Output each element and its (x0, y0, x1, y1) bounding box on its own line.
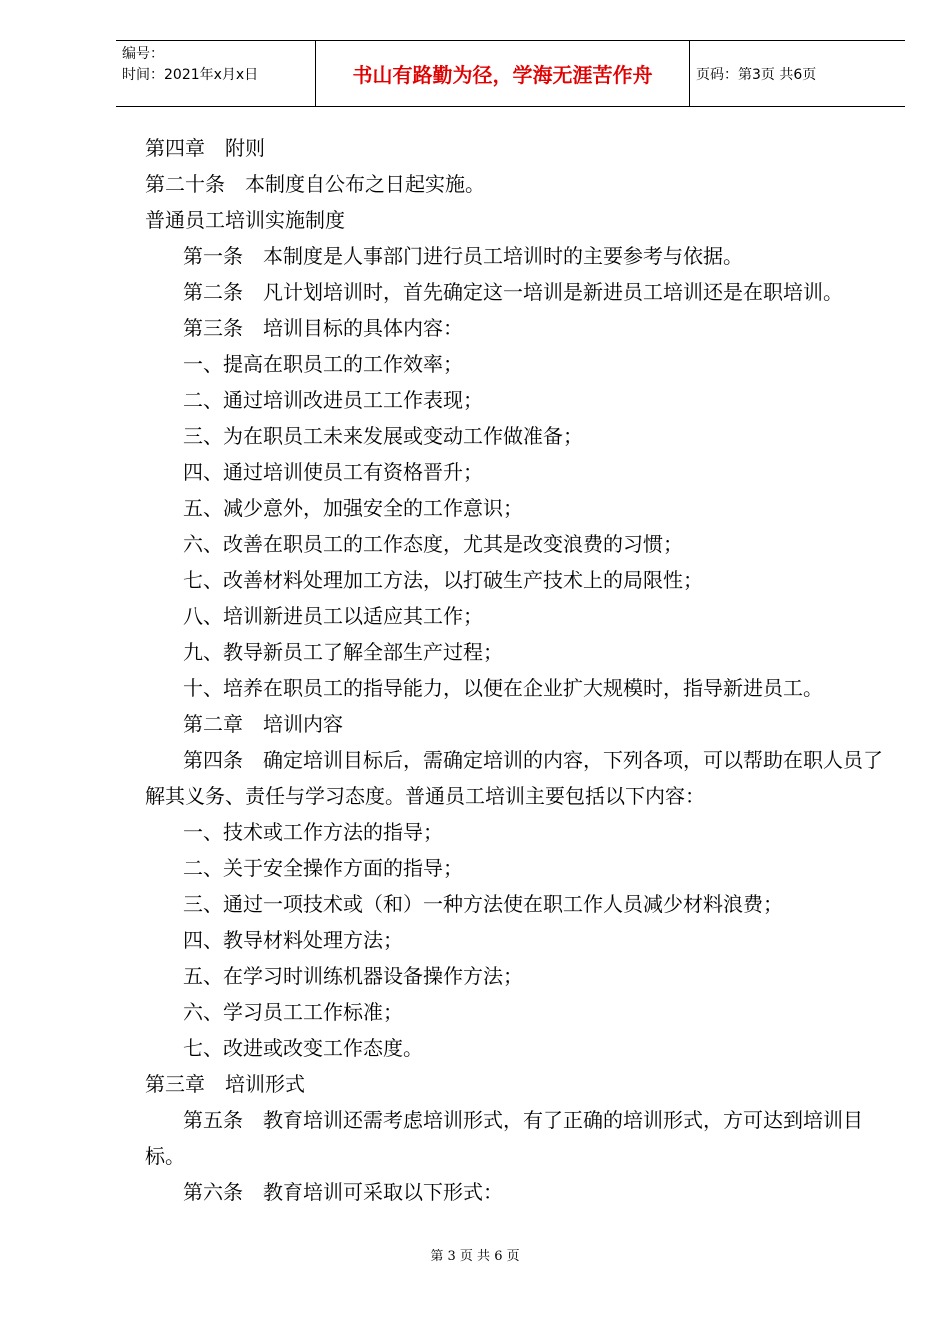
article-paragraph: 第六条 教育培训可采取以下形式： (183, 1180, 503, 1204)
list-item: 五、减少意外，加强安全的工作意识； (183, 496, 523, 520)
list-item: 三、通过一项技术或（和）一种方法使在职工作人员减少材料浪费； (183, 892, 783, 916)
list-item: 八、培训新进员工以适应其工作； (183, 604, 483, 628)
header-page-label: 页码：第3页 共6页 (696, 66, 817, 83)
list-item: 五、在学习时训练机器设备操作方法； (183, 964, 523, 988)
list-item: 六、学习员工工作标准； (183, 1000, 403, 1024)
article-paragraph: 第五条 教育培训还需考虑培训形式，有了正确的培训形式，方可达到培训目标。 (145, 1108, 863, 1168)
list-item: 十、培养在职员工的指导能力，以便在企业扩大规模时，指导新进员工。 (183, 676, 823, 700)
list-item: 一、提高在职员工的工作效率； (183, 352, 463, 376)
list-item: 二、关于安全操作方面的指导； (183, 856, 463, 880)
article-paragraph: 第三条 培训目标的具体内容： (183, 316, 463, 340)
header-motto: 书山有路勤为径，学海无涯苦作舟 (316, 41, 690, 106)
list-item: 七、改进或改变工作态度。 (183, 1036, 423, 1060)
chapter-heading: 第三章 培训形式 (145, 1072, 305, 1096)
list-item: 六、改善在职员工的工作态度，尤其是改变浪费的习惯； (183, 532, 683, 556)
chapter-heading: 第四章 附则 (145, 136, 265, 160)
header-meta-cell (116, 41, 316, 106)
document-body (145, 130, 890, 1210)
list-item: 七、改善材料处理加工方法，以打破生产技术上的局限性； (183, 568, 703, 592)
chapter-heading: 第二章 培训内容 (183, 712, 343, 736)
article-paragraph: 第四条 确定培训目标后，需确定培训的内容，下列各项，可以帮助在职人员了解其义务、责任与学习态度。普通员工培训主要包括以下内容： (145, 748, 883, 808)
list-item: 二、通过培训改进员工工作表现； (183, 388, 483, 412)
list-item: 九、教导新员工了解全部生产过程； (183, 640, 503, 664)
page-header (116, 40, 905, 107)
list-item: 四、教导材料处理方法； (183, 928, 403, 952)
list-item: 四、通过培训使员工有资格晋升； (183, 460, 483, 484)
document-number-label: 编号： (122, 46, 164, 62)
list-item: 三、为在职员工未来发展或变动工作做准备； (183, 424, 583, 448)
list-item: 一、技术或工作方法的指导； (183, 820, 443, 844)
article-paragraph: 第二条 凡计划培训时，首先确定这一培训是新进员工培训还是在职培训。 (183, 280, 843, 304)
page-footer: 第 3 页 共 6 页 (430, 1249, 520, 1264)
article-paragraph: 第二十条 本制度自公布之日起实施。 (145, 172, 485, 196)
document-date-label: 时间：2021年x月x日 (122, 67, 259, 83)
section-title: 普通员工培训实施制度 (145, 208, 345, 232)
article-paragraph: 第一条 本制度是人事部门进行员工培训时的主要参考与依据。 (183, 244, 743, 268)
